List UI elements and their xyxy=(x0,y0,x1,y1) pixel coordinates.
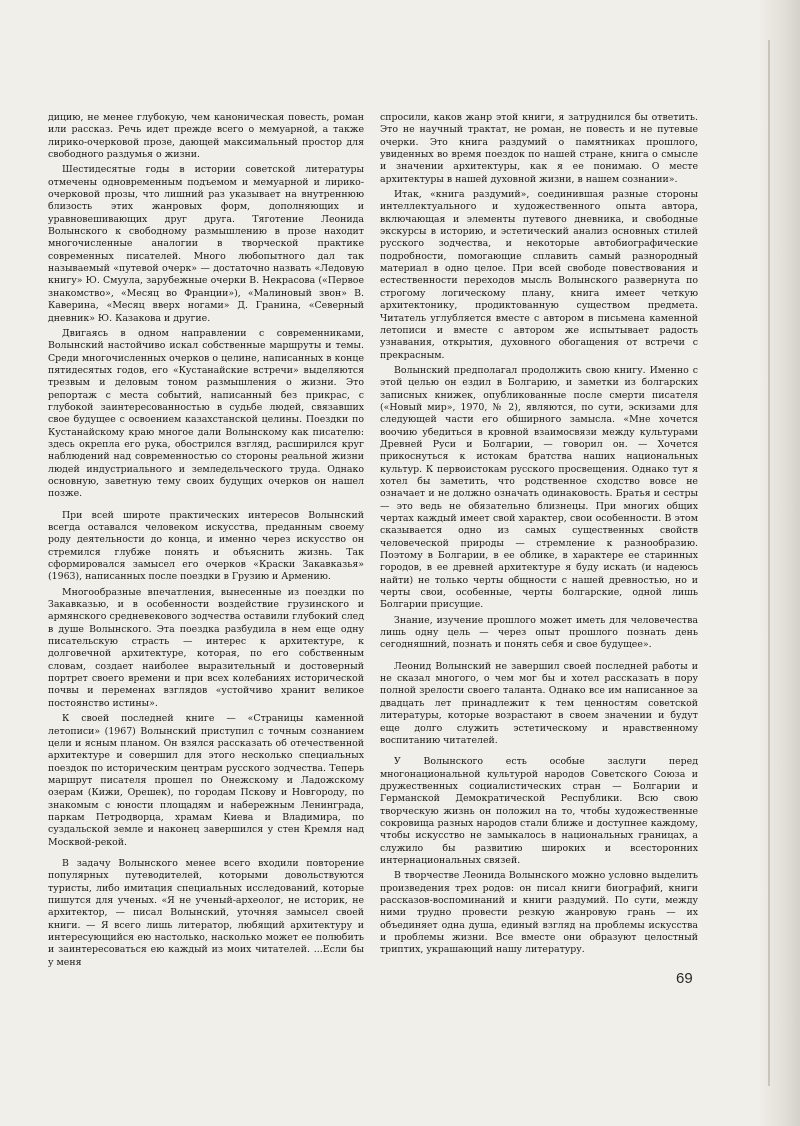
paragraph: Леонид Волынский не завершил своей последней работы и не сказал многого, о чем мог бы и хотел рассказать в пору полной зрелости своего таланта. Однако все им написанное за двадцать лет принадлежит к тем ценностям советской литературы, которые возрастают в своем значении и будут еще долго служить эстетическому и нравственному воспитанию читателей. xyxy=(380,660,698,746)
paragraph: спросили, каков жанр этой книги, я затруднился бы ответить. Это не научный трактат, не роман, не повесть и не путевые очерки. Это книга раздумий о памятниках прошлого, увиденных во время поездок по нашей стране, книга о смысле и значении архитектуры, как я ее понимаю. О месте архитектуры в нашей духовной жизни, в нашем сознании». xyxy=(380,112,698,185)
paragraph: Многообразные впечатления, вынесенные из поездки по Закавказью, и в особенности воздействие грузинского и армянского средневекового зодчества оставили глубокий след в душе Волынского. Эта поездка разбудила в нем еще одну писательскую страсть — интерес к архитектуре, к долговечной архитектуре, которая, по его собственным словам, создает наиболее выразительный и достоверный портрет своего времени и при всех колебаниях исторической почвы и переменах взглядов «устойчиво хранит великое постоянство истины». xyxy=(48,586,364,709)
right-column xyxy=(380,112,698,957)
paragraph: Знание, изучение прошлого может иметь для человечества лишь одну цель — через опыт прошлого познать день сегодняшний, познать и понять себя и свое будущее». xyxy=(380,614,698,651)
paragraph: В творчестве Леонида Волынского можно условно выделить произведения трех родов: он писал книги биографий, книги рассказов-воспоминаний и книги раздумий. По сути, между ними трудно провести резкую жанровую грань — их объединяет одна душа, единый взгляд на проблемы искусства и проблемы жизни. Все вместе они образуют целостный триптих, украшающий нашу литературу. xyxy=(380,870,698,956)
paragraph: Двигаясь в одном направлении с современниками, Волынский настойчиво искал собственные маршруты и темы. Среди многочисленных очерков о целине, написанных в конце пятидесятых годов, его «Кустанайские встречи» выделяются трезвым и деловым тоном размышления о жизни. Это репортаж с места событий, написанный без прикрас, с глубокой заинтересованностью в судьбе людей, связавших свое будущее с освоением казахстанской целины. Поездки по Кустанайскому краю многое дали Волынскому как писателю: здесь окрепла его рука, обострился взгляд, расширился круг наблюдений над современностью со стороны реальной жизни людей индустриального и земледельческого труда. Однако основную, заветную тему своих будущих очерков он нашел позже. xyxy=(48,327,364,500)
paragraph: В задачу Волынского менее всего входили повторение популярных путеводителей, которыми довольствуются туристы, либо имитация специальных исследований, которые пишутся для ученых. «Я не ученый-археолог, не историк, не архитектор, — писал Волынский, уточняя замысел своей книги. — Я всего лишь литератор, любящий архитектуру и интересующийся ею настолько, насколько может ее полюбить и заинтересоваться ею каждый из моих читателей. ...Если бы у меня xyxy=(48,857,364,968)
paragraph: Итак, «книга раздумий», соединившая разные стороны интеллектуального и художественного опыта автора, включающая и элементы путевого дневника, и свободные экскурсы в историю, и эстетический анализ основных стилей русского зодчества, и некоторые автобиографические подробности, помогающие сплавить самый разнородный материал в одно целое. При всей свободе повествования и естественности переходов мысль Волынского развернута по строгому логическому плану, книга имеет четкую архитектонику, продиктованную существом предмета. Читатель углубляется вместе с автором в письмена каменной летописи и вместе с автором же испытывает радость узнавания, открытия, духовного обогащения от встречи с прекрасным. xyxy=(380,189,698,361)
paragraph: дицию, не менее глубокую, чем каноническая повесть, роман или рассказ. Речь идет прежде всего о мемуарной, а также лирико-очерковой прозе, дающей максимальный простор для свободного раздумья о жизни. xyxy=(48,112,364,161)
page-number: 69 xyxy=(676,970,693,987)
paragraph: К своей последней книге — «Страницы каменной летописи» (1967) Волынский приступил с точным сознанием цели и ясным планом. Он взялся рассказать об отечественной архитектуре и совершил для этого несколько специальных поездок по историческим центрам русского зодчества. Теперь маршрут писателя прошел по Онежскому и Ладожскому озерам (Кижи, Орешек), по городам Пскову и Новгороду, по знакомым с юности площадям и набережным Ленинграда, паркам Петродворца, храмам Киева и Владимира, по суздальской земле и наконец завершился у стен Кремля над Москвой-рекой. xyxy=(48,713,364,848)
paragraph: При всей широте практических интересов Волынский всегда оставался человеком искусства, преданным своему роду деятельности до конца, и именно через искусство он стремился глубже понять и объяснить жизнь. Так сформировался замысел его очерков «Краски Закавказья» (1963), написанных после поездки в Грузию и Армению. xyxy=(48,509,364,583)
paragraph: Шестидесятые годы в истории советской литературы отмечены одновременным подъемом и мемуарной и лирико-очерковой прозы, что лишний раз указывает на внутреннюю близость этих жанровых форм, дополняющих и уравновешивающих друг друга. Тяготение Леонида Волынского к свободному размышлению в прозе находит многочисленные аналогии в творческой практике современных писателей. Много любопытного дал так называемый «путевой очерк» — достаточно назвать «Ледовую книгу» Ю. Смуула, зарубежные очерки В. Некрасова («Первое знакомство», «Месяц во Франции»), «Малиновый звон» В. Каверина, «Месяц вверх ногами» Д. Гранина, «Северный дневник» Ю. Казакова и другие. xyxy=(48,164,364,324)
paragraph: Волынский предполагал продолжить свою книгу. Именно с этой целью он ездил в Болгарию, и заметки из болгарских записных книжек, опубликованные после смерти писателя («Новый мир», 1970, № 2), являются, по сути, эскизами для следующей части его обширного замысла. «Мне хочется воочию убедиться в кровной взаимосвязи между культурами Древней Руси и Болгарии, — говорил он. — Хочется прикоснуться к истокам братства наших национальных культур. К первоистокам русского просвещения. Однако тут я хотел бы заметить, что родственное сходство вовсе не означает и не должно означать одинаковость. Братья и сестры — это ведь не обязательно близнецы. При многих общих чертах каждый имеет свой характер, свои особенности. В этом сказывается одно из самых существенных свойств человеческой природы — стремление к разнообразию. Поэтому в Болгарии, в ее облике, в характере ее старинных городов, в ее древней архитектуре я буду искать (и надеюсь найти) не только черты общности с нашей древностью, но и черты свои, особенные, черты болгарские, одной лишь Болгарии присущие. xyxy=(380,364,698,611)
paragraph: У Волынского есть особые заслуги перед многонациональной культурой народов Советского Союза и дружественных социалистических стран — Болгарии и Германской Демократической Республики. Всю свою творческую жизнь он положил на то, чтобы художественные сокровища разных народов стали ближе и доступнее каждому, чтобы искусство не замыкалось в национальных границах, а служило бы развитию широких и всесторонних интернациональных связей. xyxy=(380,756,698,866)
left-column xyxy=(48,112,364,969)
page-edge-shadow xyxy=(760,0,800,1126)
page-fold-line xyxy=(768,40,770,1086)
